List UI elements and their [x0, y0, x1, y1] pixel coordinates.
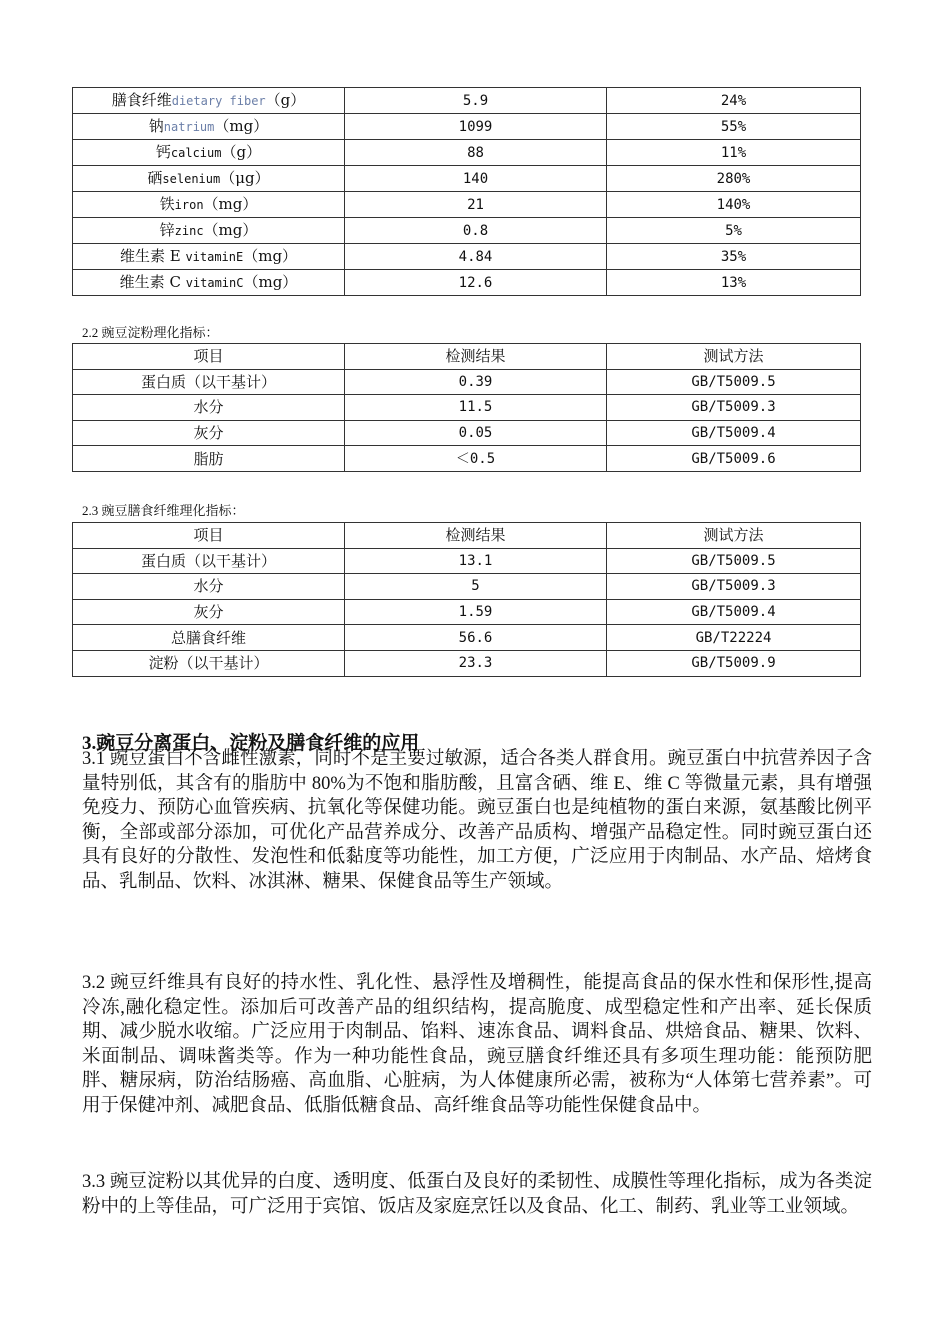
nutrient-zh: 膳食纤维 [111, 91, 172, 109]
header-cell: 检测结果 [345, 523, 607, 549]
table-row [73, 192, 861, 218]
table-row [73, 114, 861, 140]
paragraph-3-1: 3.1 豌豆蛋白不含雌性激素，同时不是主要过敏源，适合各类人群食用。豌豆蛋白中抗营养因子含量特别低，其含有的脂肪中 80%为不饱和脂肪酸，且富含硒、维 E、维 C 等微量元素，具有增强免疫力、预防心血管疾病、抗氧化等保健功能。豌豆蛋白也是纯植物的蛋白来源，氨基酸比例平衡，全部或部分添加，可优化产品营养成分、改善产品质构、增强产品稳定性。同时豌豆蛋白还具有良好的分散性、发泡性和低黏度等功能性，加工方便，广泛应用于肉制品、水产品、焙烤食品、乳制品、饮料、冰淇淋、糖果、保健食品等生产领域。 [82, 749, 872, 892]
value-cell: 12.6 [345, 270, 607, 296]
table-row [73, 270, 861, 296]
value-cell: 88 [345, 140, 607, 166]
nutrient-en: selenium [162, 172, 221, 186]
nutrient-name-cell [73, 166, 345, 192]
nutrient-unit: （g） [265, 91, 306, 109]
nutrient-en: dietary fiber [171, 94, 266, 108]
nutrient-unit: （mg） [214, 117, 269, 135]
value-cell: 5.9 [345, 88, 607, 114]
table-row [73, 650, 861, 676]
percent-cell: 55% [607, 114, 861, 140]
nutrient-en: vitaminC [185, 276, 244, 290]
method-cell: GB/T5009.4 [607, 599, 861, 625]
nutrient-unit: （mg） [243, 247, 298, 265]
caption-2-3: 2.3 豌豆膳食纤维理化指标： [82, 503, 245, 518]
item-cell: 总膳食纤维 [73, 625, 345, 651]
nutrient-unit: （g） [221, 143, 262, 161]
method-cell: GB/T5009.3 [607, 574, 861, 600]
table-row [73, 548, 861, 574]
nutrient-unit: （mg） [203, 221, 258, 239]
paragraph-3-2: 3.2 豌豆纤维具有良好的持水性、乳化性、悬浮性及增稠性，能提高食品的保水性和保形性,提高冷冻,融化稳定性。添加后可改善产品的组织结构，提高脆度、成型稳定性和产出率、延长保质期、减少脱水收缩。广泛应用于肉制品、馅料、速冻食品、调料食品、烘焙食品、糖果、饮料、米面制品、调味酱类等。作为一种功能性食品，豌豆膳食纤维还具有多项生理功能：能预防肥胖、糖尿病，防治结肠癌、高血脂、心脏病，为人体健康所必需，被称为“人体第七营养素”。可用于保健冲剂、减肥食品、低脂低糖食品、高纤维食品等功能性保健食品中。 [82, 973, 872, 1116]
item-cell: 蛋白质（以干基计） [73, 548, 345, 574]
method-cell: GB/T5009.3 [607, 395, 861, 421]
nutrient-name-cell [73, 114, 345, 140]
result-cell: 13.1 [345, 548, 607, 574]
item-cell: 淀粉（以干基计） [73, 650, 345, 676]
value-cell: 21 [345, 192, 607, 218]
table-row [73, 395, 861, 421]
starch-indicator-table [72, 343, 861, 472]
table-row [73, 446, 861, 472]
value-cell: 140 [345, 166, 607, 192]
percent-cell: 280% [607, 166, 861, 192]
table-row [73, 420, 861, 446]
header-cell: 项目 [73, 344, 345, 370]
nutrient-name-cell [73, 244, 345, 270]
result-cell: 56.6 [345, 625, 607, 651]
nutrient-zh: 钠 [148, 117, 164, 135]
method-cell: GB/T5009.6 [607, 446, 861, 472]
item-cell: 蛋白质（以干基计） [73, 369, 345, 395]
result-cell: 1.59 [345, 599, 607, 625]
nutrient-name-cell [73, 88, 345, 114]
percent-cell: 24% [607, 88, 861, 114]
nutrient-name-cell [73, 218, 345, 244]
nutrient-en: vitaminE [185, 250, 244, 264]
item-cell: 灰分 [73, 599, 345, 625]
method-cell: GB/T5009.5 [607, 548, 861, 574]
table-header-row [73, 523, 861, 549]
paragraph-3-3: 3.3 豌豆淀粉以其优异的白度、透明度、低蛋白及良好的柔韧性、成膜性等理化指标，成为各类淀粉中的上等佳品，可广泛用于宾馆、饭店及家庭烹饪以及食品、化工、制药、乳业等工业领域。 [82, 1172, 872, 1217]
value-cell: 0.8 [345, 218, 607, 244]
item-cell: 脂肪 [73, 446, 345, 472]
method-cell: GB/T5009.4 [607, 420, 861, 446]
percent-cell: 11% [607, 140, 861, 166]
percent-cell: 13% [607, 270, 861, 296]
section-3-heading: 3.豌豆分离蛋白、淀粉及膳食纤维的应用 [82, 733, 420, 754]
nutrient-zh: 硒 [147, 169, 163, 187]
fiber-indicator-table [72, 522, 861, 677]
table-row [73, 218, 861, 244]
caption-2-2: 2.2 豌豆淀粉理化指标： [82, 325, 219, 340]
nutrient-unit: （mg） [243, 273, 298, 291]
nutrient-en: iron [174, 198, 204, 212]
header-cell: 测试方法 [607, 523, 861, 549]
item-cell: 水分 [73, 395, 345, 421]
result-cell: 0.39 [345, 369, 607, 395]
item-cell: 灰分 [73, 420, 345, 446]
value-cell: 1099 [345, 114, 607, 140]
table-row [73, 369, 861, 395]
nutrient-name-cell [73, 140, 345, 166]
nutrient-en: natrium [163, 120, 215, 134]
method-cell: GB/T22224 [607, 625, 861, 651]
nutrient-name-cell [73, 270, 345, 296]
table-row [73, 140, 861, 166]
table-row [73, 166, 861, 192]
nutrient-zh: 钙 [155, 143, 171, 161]
table-row [73, 625, 861, 651]
result-cell: 5 [345, 574, 607, 600]
nutrient-en: calcium [170, 146, 222, 160]
header-cell: 测试方法 [607, 344, 861, 370]
result-cell: ＜0.5 [345, 446, 607, 472]
nutrient-name-cell [73, 192, 345, 218]
nutrition-table [72, 87, 861, 296]
result-cell: 23.3 [345, 650, 607, 676]
percent-cell: 5% [607, 218, 861, 244]
nutrient-zh: 维生素 C [119, 273, 186, 291]
result-cell: 0.05 [345, 420, 607, 446]
header-cell: 检测结果 [345, 344, 607, 370]
item-cell: 水分 [73, 574, 345, 600]
nutrient-unit: （mg） [203, 195, 258, 213]
table-row [73, 599, 861, 625]
nutrient-en: zinc [174, 224, 204, 238]
table-header-row [73, 344, 861, 370]
result-cell: 11.5 [345, 395, 607, 421]
nutrient-zh: 锌 [159, 221, 175, 239]
percent-cell: 140% [607, 192, 861, 218]
table-row [73, 574, 861, 600]
table-row [73, 88, 861, 114]
table-row [73, 244, 861, 270]
percent-cell: 35% [607, 244, 861, 270]
value-cell: 4.84 [345, 244, 607, 270]
nutrient-zh: 铁 [159, 195, 175, 213]
nutrient-zh: 维生素 E [119, 247, 186, 265]
method-cell: GB/T5009.5 [607, 369, 861, 395]
nutrient-unit: （μg） [220, 169, 270, 187]
header-cell: 项目 [73, 523, 345, 549]
method-cell: GB/T5009.9 [607, 650, 861, 676]
